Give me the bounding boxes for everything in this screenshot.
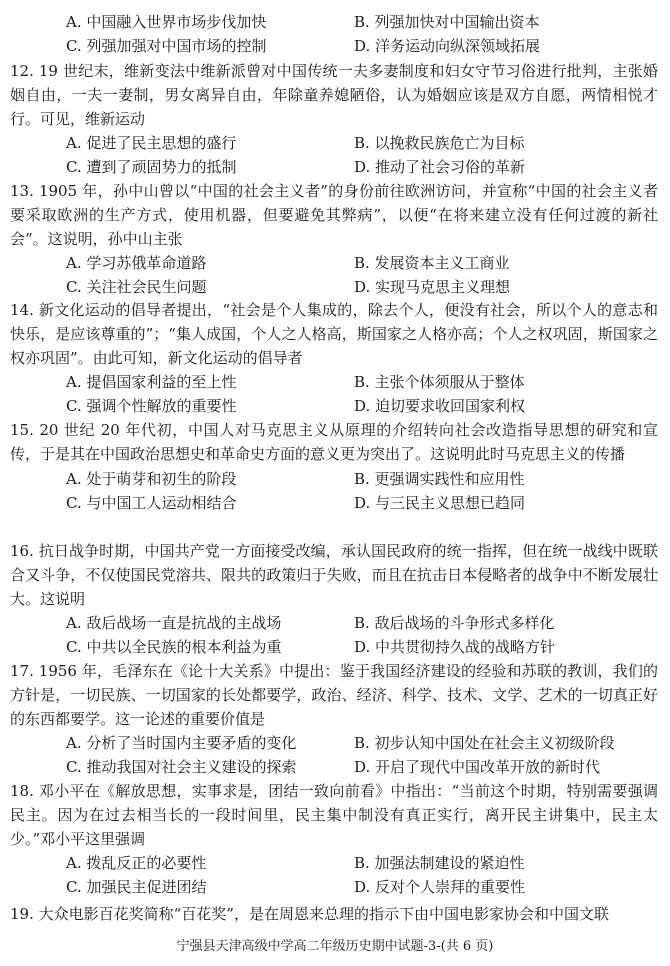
option-c: C. 遭到了顽固势力的抵制 <box>66 158 237 177</box>
option-c: C. 强调个性解放的重要性 <box>66 397 237 416</box>
option-b: B. 列强加快对中国输出资本 <box>354 13 540 31</box>
top-options <box>10 10 658 58</box>
page-footer: 宁强县天津高级中学高二年级历史期中试题-3-(共 6 页) <box>176 939 494 954</box>
question-13 <box>10 180 658 299</box>
option-a: A. 敌后战场一直是抗战的主战场 <box>66 614 282 633</box>
option-d: D. 推动了社会习俗的革新 <box>354 158 526 177</box>
question-15 <box>10 419 658 515</box>
option-b: B. 以挽救民族危亡为目标 <box>354 134 525 153</box>
option-b: B. 初步认知中国处在社会主义初级阶段 <box>354 734 615 753</box>
question-19-first-line: 19. 大众电影百花奖简称“百花奖”，是在周恩来总理的指示下由中国电影家协会和中国文联 <box>10 905 609 923</box>
question-stem: 12. 19 世纪末，维新变法中维新派曾对中国传统一夫多妻制度和妇女守节习俗进行批判，主张婚姻自由，一夫一妻制，男女离异自由，年除童养媳陋俗，认为婚姻应该是双方自愿，两情相悦才行。可见，维新运动 <box>10 62 658 128</box>
option-a: A. 学习苏俄革命道路 <box>66 254 207 273</box>
option-a: A. 促进了民主思想的盛行 <box>66 134 237 153</box>
option-a: A. 处于萌芽和初生的阶段 <box>66 469 237 488</box>
option-c: C. 中共以全民族的根本利益为重 <box>66 638 282 657</box>
option-c: C. 列强加强对中国市场的控制 <box>66 37 267 55</box>
option-b: B. 主张个体须服从于整体 <box>354 373 525 392</box>
option-b: B. 更强调实践性和应用性 <box>354 469 525 488</box>
option-b: B. 敌后战场的斗争形式多样化 <box>354 614 555 633</box>
question-stem: 16. 抗日战争时期，中国共产党一方面接受改编，承认国民政府的统一指挥，但在统一战线中既联合又斗争，不仅使国民党溶共、限共的政策归于失败，而且在抗击日本侵略者的战争中不断发展壮大。这说明 <box>10 542 658 608</box>
option-c: C. 加强民主促进团结 <box>66 878 207 897</box>
option-d: D. 洋务运动向纵深领域拓展 <box>354 37 541 55</box>
option-a: A. 分析了当时国内主要矛盾的变化 <box>66 734 297 753</box>
option-d: D. 迫切要求收回国家利权 <box>354 397 526 416</box>
question-16 <box>10 540 658 659</box>
option-d: D. 反对个人崇拜的重要性 <box>354 878 526 897</box>
option-b: B. 发展资本主义工商业 <box>354 254 510 273</box>
option-d: D. 实现马克思主义理想 <box>354 278 511 297</box>
question-12 <box>10 60 658 179</box>
question-stem: 14. 新文化运动的倡导者提出，“社会是个人集成的，除去个人，便没有社会，所以个人的意志和快乐，是应该尊重的”；“集人成国，个人之人格高，斯国家之人格亦高；个人之权巩固，斯国家之权亦巩固”。由此可知，新文化运动的倡导者 <box>10 301 658 367</box>
question-stem: 13. 1905 年，孙中山曾以“中国的社会主义者”的身份前往欧洲访问，并宣称“中国的社会主义者要采取欧洲的生产方式，使用机器，但要避免其弊病”，以便“在将来建立没有任何过渡的新社会”。这说明，孙中山主张 <box>10 182 658 248</box>
question-18 <box>10 780 658 899</box>
option-d: D. 与三民主义思想已趋同 <box>354 493 526 512</box>
option-a: A. 拨乱反正的必要性 <box>66 854 207 873</box>
option-c: C. 推动我国对社会主义建设的探索 <box>66 758 297 777</box>
option-d: D. 开启了现代中国改革开放的新时代 <box>354 758 601 777</box>
question-stem: 17. 1956 年，毛泽东在《论十大关系》中提出：鉴于我国经济建设的经验和苏联的教训，我们的方针是，一切民族、一切国家的长处都要学，政治、经济、科学、技术、文学、艺术的一切真正好的东西都要学。这一论述的重要价值是 <box>10 662 658 728</box>
option-a: A. 提倡国家利益的至上性 <box>66 373 237 392</box>
option-c: C. 与中国工人运动相结合 <box>66 493 237 512</box>
option-b: B. 加强法制建设的紧迫性 <box>354 854 525 873</box>
question-stem: 15. 20 世纪 20 年代初，中国人对马克思主义从原理的介绍转向社会改造指导思想的研究和宣传，于是其在中国政治思想史和革命史方面的意义更为突出了。这说明此时马克思主义的传播 <box>10 421 658 463</box>
question-14 <box>10 299 658 418</box>
question-17 <box>10 660 658 779</box>
option-d: D. 中共贯彻持久战的战略方针 <box>354 638 556 657</box>
question-stem: 18. 邓小平在《解放思想，实事求是，团结一致向前看》中指出：“当前这个时期，特别需要强调民主。因为在过去相当长的一段时间里，民主集中制没有真正实行，离开民主讲集中，民主太少。”邓小平这里强调 <box>10 782 658 848</box>
option-c: C. 关注社会民生问题 <box>66 278 207 297</box>
option-a: A. 中国融入世界市场步伐加快 <box>66 13 267 31</box>
